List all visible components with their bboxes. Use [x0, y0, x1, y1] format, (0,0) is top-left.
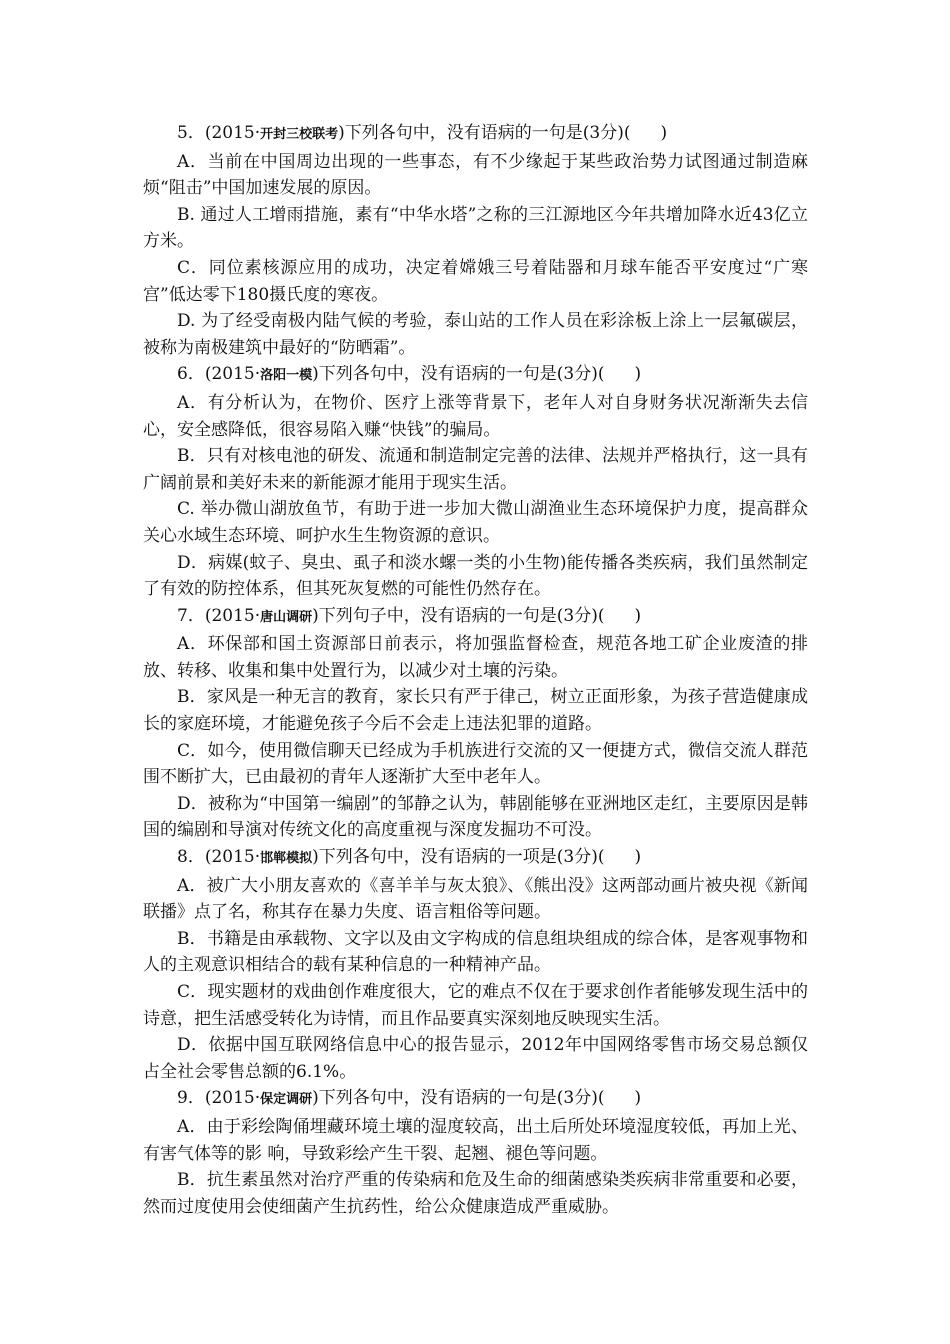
question-stem: 5．(2015·开封三校联考)下列各句中，没有语病的一句是(3分)( ): [177, 123, 668, 143]
option-a: A．有分析认为，在物价、医疗上涨等背景下，老年人对自身财务状况渐渐失去信心，安全感降低，很容易陷入赚“快钱”的骗局。: [143, 392, 808, 440]
option-b: B. 通过人工增雨措施，素有“中华水塔”之称的三江源地区今年共增加降水近43亿立方米。: [143, 204, 808, 252]
option-c: C．如今，使用微信聊天已经成为手机族进行交流的又一便捷方式，微信交流人群范围不断扩大，已由最初的青年人逐渐扩大至中老年人。: [143, 740, 808, 788]
option-a: A．由于彩绘陶俑埋藏环境土壤的湿度较高，出土后所处环境湿度较低，再加上光、有害气体等的影 响，导致彩绘产生干裂、起翘、褪色等问题。: [143, 1116, 808, 1164]
option-a: A．被广大小朋友喜欢的《喜羊羊与灰太狼》、《熊出没》这两部动画片被央视《新闻联播》点了名，称其存在暴力失度、语言粗俗等问题。: [143, 875, 808, 923]
question-source: 邯郸模拟: [260, 851, 313, 867]
question-stem: 9．(2015·保定调研)下列各句中，没有语病的一句是(3分)( ): [177, 1088, 642, 1109]
question-source: 开封三校联考: [260, 127, 339, 142]
question-6: [143, 361, 808, 602]
option-d: D. 为了经受南极内陆气候的考验，泰山站的工作人员在彩涂板上涂上一层氟碳层，被称为南极建筑中最好的“防晒霜”。: [143, 311, 808, 358]
option-d: D．被称为“中国第一编剧”的邹静之认为，韩剧能够在亚洲地区走红，主要原因是韩国的编剧和导演对传统文化的高度重视与深度发掘功不可没。: [143, 793, 808, 841]
option-b: B．抗生素虽然对治疗严重的传染病和危及生命的细菌感染类疾病非常重要和必要，然而过度使用会使细菌产生抗药性，给公众健康造成严重威胁。: [143, 1170, 808, 1217]
option-a: A．环保部和国土资源部日前表示，将加强监督检查，规范各地工矿企业废渣的排放、转移、收集和集中处置行为，以减少对土壤的污染。: [143, 634, 808, 681]
question-source: 唐山调研: [260, 609, 313, 625]
option-d: D．依据中国互联网络信息中心的报告显示，2012年中国网络零售市场交易总额仅占全社会零售总额的6.1%。: [143, 1035, 808, 1082]
question-stem: 6．(2015·洛阳一模)下列各句中，没有语病的一句是(3分)( ): [177, 364, 642, 385]
option-b: B．只有对核电池的研发、流通和制造制定完善的法律、法规并严格执行，这一具有广阔前景和美好未来的新能源才能用于现实生活。: [143, 446, 808, 493]
question-7: [143, 603, 808, 844]
question-5: [143, 120, 808, 361]
question-list: [143, 120, 808, 1220]
question-source: 洛阳一模: [260, 368, 313, 384]
question-source: 保定调研: [260, 1092, 313, 1108]
question-8: [143, 844, 808, 1085]
option-b: B．书籍是由承载物、文字以及由文字构成的信息组块组成的综合体，是客观事物和人的主观意识相结合的载有某种信息的一种精神产品。: [143, 928, 808, 976]
option-b: B．家风是一种无言的教育，家长只有严于律己，树立正面形象，为孩子营造健康成长的家庭环境，才能避免孩子今后不会走上违法犯罪的道路。: [143, 687, 808, 735]
option-c: C．现实题材的戏曲创作难度很大，它的难点不仅在于要求创作者能够发现生活中的诗意，把生活感受转化为诗情，而且作品要真实深刻地反映现实生活。: [143, 982, 808, 1029]
question-9: [143, 1085, 808, 1220]
option-c: C. 举办微山湖放鱼节，有助于进一步加大微山湖渔业生态环境保护力度，提高群众关心水域生态环境、呵护水生生物资源的意识。: [143, 499, 808, 546]
option-d: D．病媒(蚊子、臭虫、虱子和淡水螺一类的小生物)能传播各类疾病，我们虽然制定了有效的防控体系，但其死灰复燃的可能性仍然存在。: [143, 552, 808, 600]
question-stem: 8．(2015·邯郸模拟)下列各句中，没有语病的一项是(3分)( ): [177, 847, 642, 868]
option-c: C．同位素核源应用的成功，决定着嫦娥三号着陆器和月球车能否平安度过“广寒宫”低达零下180摄氏度的寒夜。: [143, 257, 808, 305]
question-stem: 7．(2015·唐山调研)下列句子中，没有语病的一句是(3分)( ): [177, 605, 642, 626]
option-a: A．当前在中国周边出现的一些事态，有不少缘起于某些政治势力试图通过制造麻烦“阻击”中国加速发展的原因。: [143, 151, 808, 199]
